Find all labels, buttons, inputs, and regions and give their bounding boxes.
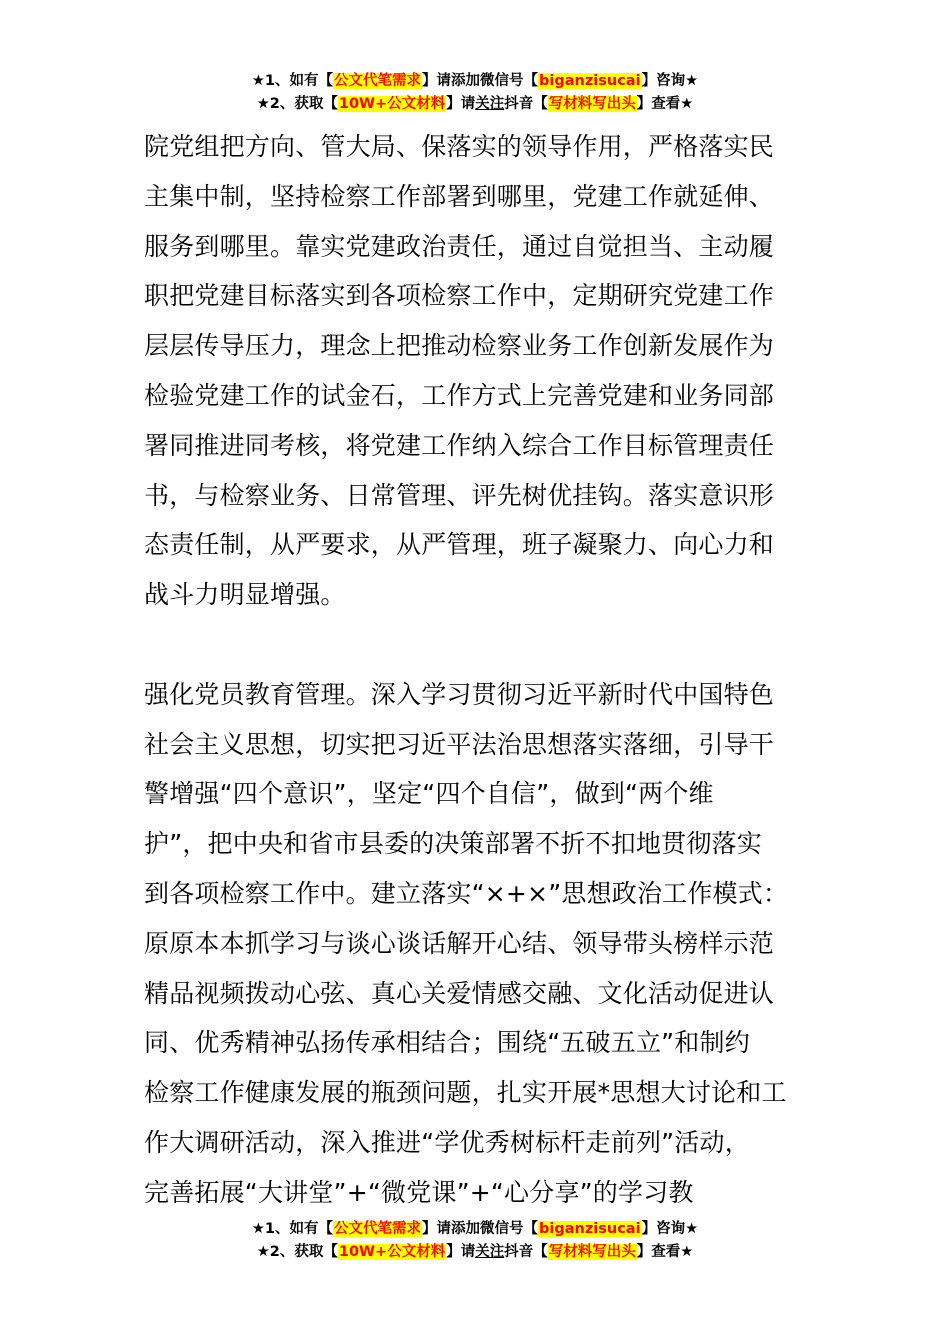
document-body [144, 122, 808, 1218]
paragraph-line: 职把党建目标落实到各项检察工作中，定期研究党建工作 [144, 281, 775, 311]
paragraph-line: 同、优秀精神弘扬传承相结合；围绕“五破五立”和制约 [144, 1028, 750, 1058]
promo-line-2 [0, 1241, 950, 1264]
promo-line-2-prefix: ★2、获取【 [256, 96, 338, 112]
promo-line-1 [0, 1218, 950, 1241]
promo-highlight-douyin: 写材料写出头 [548, 96, 636, 112]
promo-line-2-mid-a: 】请 [446, 1244, 476, 1260]
paragraph-line: 检察工作健康发展的瓶颈问题，扎实开展*思想大讨论和工 [144, 1078, 787, 1108]
promo-line-1-prefix: ★1、如有【 [251, 1221, 334, 1237]
promo-line-2 [0, 93, 950, 116]
promo-highlight-materials: 10W+公文材料 [338, 96, 446, 112]
promo-highlight-service: 公文代笔需求 [334, 1221, 422, 1237]
paragraph-line: 署同推进同考核，将党建工作纳入综合工作目标管理责任 [144, 430, 775, 460]
paragraph-line: 院党组把方向、管大局、保落实的领导作用，严格落实民 [144, 132, 775, 161]
paragraph-line: 护”，把中央和省市县委的决策部署不折不扣地贯彻落实 [144, 829, 762, 859]
promo-highlight-wechat-id: biganzisucai [539, 73, 641, 89]
paragraph-spacer [144, 620, 808, 670]
promo-line-1-suffix: 】咨询★ [641, 73, 699, 89]
promo-line-1-suffix: 】咨询★ [641, 1221, 699, 1237]
promo-line-2-mid-a: 】请 [446, 96, 476, 112]
promo-follow-text: 关注 [475, 96, 505, 112]
paragraph-line: 社会主义思想，切实把习近平法治思想落实落细，引导干 [144, 729, 775, 759]
promo-line-2-suffix: 】查看★ [636, 96, 694, 112]
paragraph-line: 服务到哪里。靠实党建政治责任，通过自觉担当、主动履 [144, 231, 775, 261]
header-promo-banner [0, 70, 950, 116]
footer-promo-banner [0, 1218, 950, 1264]
paragraph-line: 精品视频拨动心弦、真心关爱情感交融、文化活动促进认 [144, 978, 775, 1008]
paragraph-line: 检验党建工作的试金石，工作方式上完善党建和业务同部 [144, 380, 775, 410]
paragraph-line: 完善拓展“大讲堂”+“微党课”+“心分享”的学习教 [144, 1177, 694, 1207]
paragraph-line: 警增强“四个意识”，坚定“四个自信”，做到“两个维 [144, 779, 714, 809]
paragraph-line: 层层传导压力，理念上把推动检察业务工作创新发展作为 [144, 331, 775, 361]
paragraph-member-education [144, 670, 808, 1218]
promo-follow-text: 关注 [475, 1244, 505, 1260]
promo-line-1-mid: 】请添加微信号【 [422, 73, 539, 89]
paragraph-line: 战斗力明显增强。 [144, 580, 346, 610]
paragraph-line: 到各项检察工作中。建立落实“×+×”思想政治工作模式： [144, 878, 789, 908]
paragraph-line: 书，与检察业务、日常管理、评先树优挂钩。落实意识形 [144, 480, 775, 510]
paragraph-line: 作大调研活动，深入推进“学优秀树标杆走前列”活动， [144, 1127, 750, 1157]
paragraph-line: 原原本本抓学习与谈心谈话解开心结、领导带头榜样示范 [144, 928, 775, 958]
paragraph-party-leadership [144, 122, 808, 620]
promo-line-1 [0, 70, 950, 93]
promo-highlight-materials: 10W+公文材料 [338, 1244, 446, 1260]
paragraph-line: 主集中制，坚持检察工作部署到哪里，党建工作就延伸、 [144, 181, 775, 211]
promo-highlight-service: 公文代笔需求 [334, 73, 422, 89]
promo-line-1-mid: 】请添加微信号【 [422, 1221, 539, 1237]
promo-line-2-suffix: 】查看★ [636, 1244, 694, 1260]
promo-line-2-prefix: ★2、获取【 [256, 1244, 338, 1260]
promo-highlight-wechat-id: biganzisucai [539, 1221, 641, 1237]
promo-line-2-mid-b: 抖音【 [504, 1244, 548, 1260]
promo-highlight-douyin: 写材料写出头 [548, 1244, 636, 1260]
promo-line-2-mid-b: 抖音【 [504, 96, 548, 112]
paragraph-line: 强化党员教育管理。深入学习贯彻习近平新时代中国特色 [144, 679, 775, 709]
promo-line-1-prefix: ★1、如有【 [251, 73, 334, 89]
paragraph-line: 态责任制，从严要求，从严管理，班子凝聚力、向心力和 [144, 530, 775, 560]
